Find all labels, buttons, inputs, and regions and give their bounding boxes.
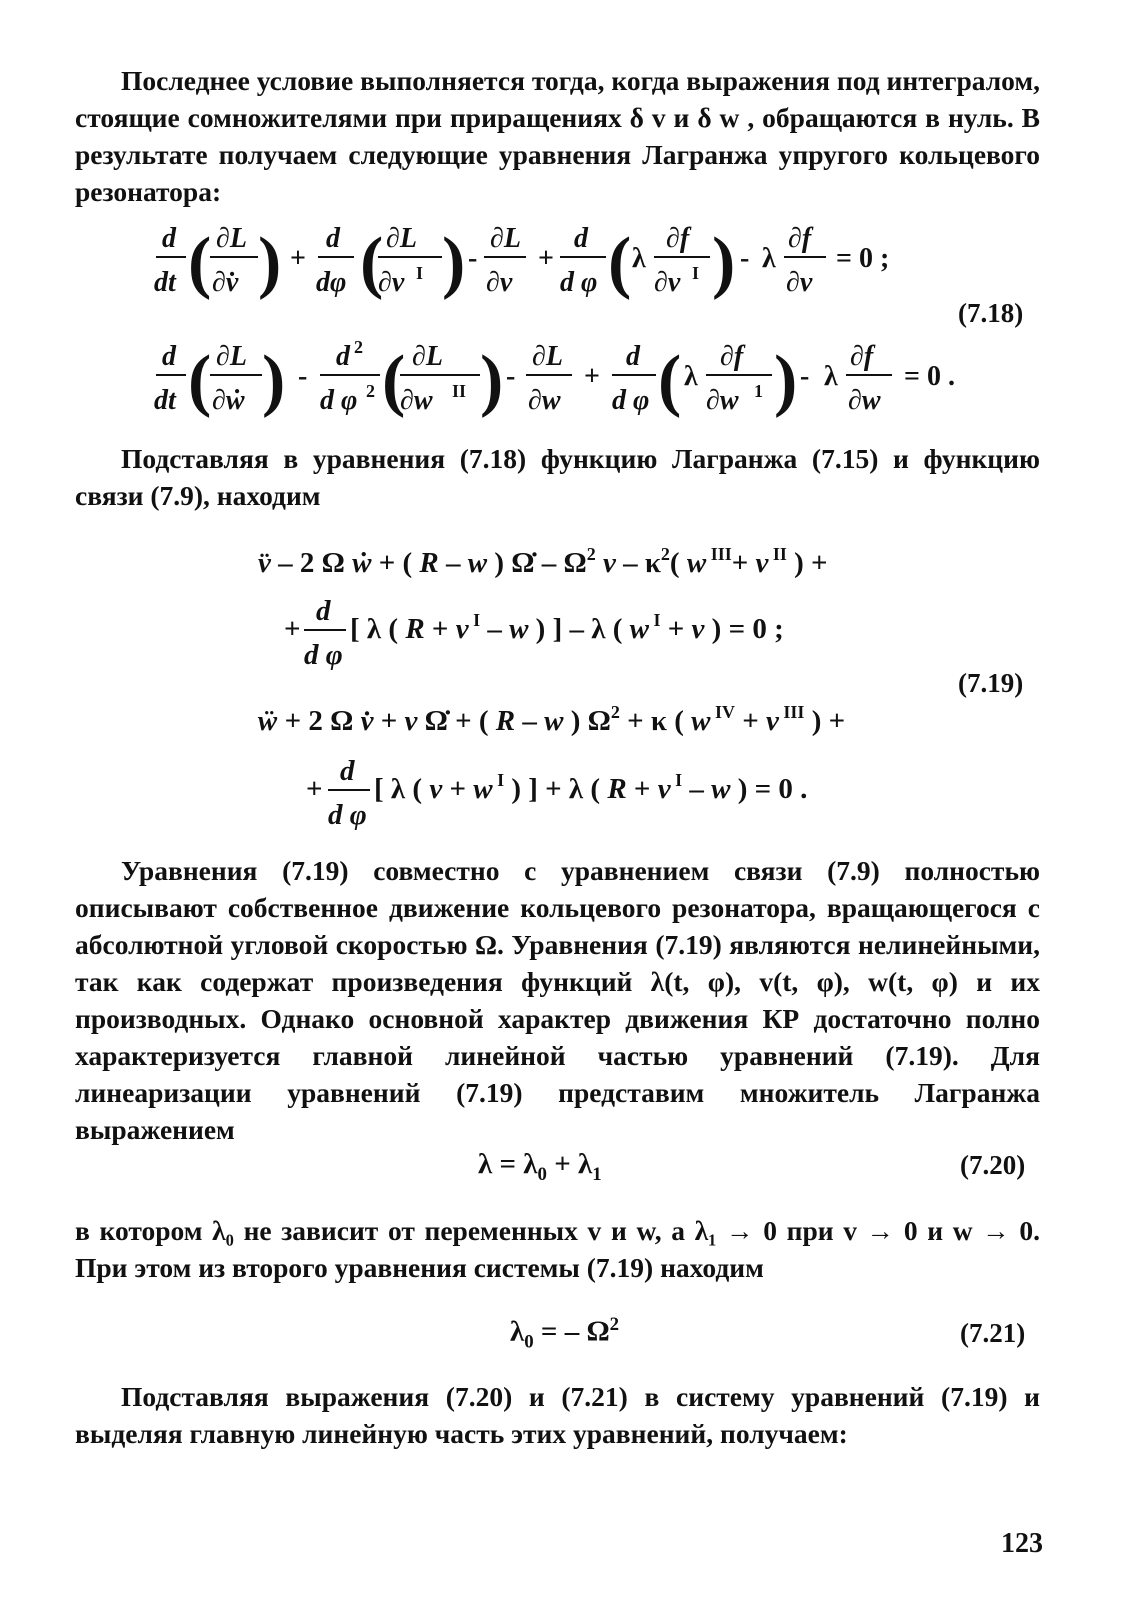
svg-text:+: + — [290, 243, 306, 274]
svg-text:): ) — [258, 224, 282, 301]
equation-7-18 — [150, 215, 1000, 430]
svg-text:λ: λ — [684, 361, 698, 392]
svg-text:+: + — [584, 361, 600, 392]
svg-text:+: + — [284, 613, 301, 645]
svg-text:II: II — [452, 381, 467, 401]
svg-text:-: - — [506, 361, 516, 392]
svg-text:dt: dt — [154, 385, 176, 416]
svg-text:∂w: ∂w — [400, 385, 433, 416]
svg-text:): ) — [480, 342, 504, 419]
svg-text:∂L: ∂L — [412, 341, 443, 372]
svg-text:d φ: d φ — [612, 385, 650, 416]
svg-text:-: - — [298, 361, 308, 392]
svg-text:d φ: d φ — [320, 385, 358, 416]
svg-text:∂L: ∂L — [490, 223, 521, 254]
svg-text:v̈ – 2 Ω ẇ + ( R – w ) Ω̇ – Ω2: v̈ – 2 Ω ẇ + ( R – w ) Ω̇ – $\Omega^2$ v – $\kappa^2$( w $^{III}$+ v $^{II}$ ) + — [258, 544, 828, 579]
equation-7-21: $\lambda_0$ = – $\Omega^2$ — [510, 1314, 620, 1353]
svg-text:∂w: ∂w — [528, 385, 561, 416]
svg-text:∂v: ∂v — [654, 267, 681, 298]
paragraph-3: Уравнения (7.19) совместно с уравнением связи (7.9) полностью описывают собственное движение кольцевого резонатора, вращающегося с абсолютной угловой скоростью Ω. Уравнения (7.19) являются нелинейными, так как содержат произведения функций λ(t, φ), v(t, φ), w(t, φ) и их производных. Однако основной характер движения КР достаточно полно характеризуется главной линейной частью уравнений (7.19). Для линеаризации уравнений (7.19) представим множитель Лагранжа выражением — [75, 855, 1040, 1145]
svg-text:∂f: ∂f — [850, 341, 874, 372]
svg-text:2: 2 — [366, 381, 375, 401]
svg-text:d: d — [574, 223, 588, 254]
svg-text:d: d — [340, 755, 355, 787]
svg-text:∂v: ∂v — [786, 267, 813, 298]
svg-text:2: 2 — [354, 337, 363, 357]
svg-text:d φ: d φ — [560, 267, 598, 298]
svg-text:∂f: ∂f — [788, 223, 812, 254]
svg-text:1: 1 — [754, 381, 763, 401]
svg-text:): ) — [442, 224, 466, 301]
svg-text:∂L: ∂L — [216, 341, 247, 372]
svg-text:λ: λ — [762, 243, 776, 274]
svg-text:): ) — [712, 224, 736, 301]
svg-text:∂v̇: ∂v̇ — [212, 267, 239, 298]
svg-text:= 0 ;: = 0 ; — [836, 243, 890, 274]
svg-text:+: + — [538, 243, 554, 274]
svg-text:-: - — [468, 243, 478, 274]
svg-text:d: d — [626, 341, 640, 372]
svg-text:(: ( — [658, 342, 682, 419]
svg-text:∂w: ∂w — [706, 385, 739, 416]
svg-text:∂f: ∂f — [720, 341, 744, 372]
equation-number-7-20: (7.20) — [960, 1150, 1026, 1180]
svg-text:dt: dt — [154, 267, 176, 298]
paragraph-1: Последнее условие выполняется тогда, когда выражения под интегралом, стоящие сомножителями при приращениях δ v и δ w , обращаются в нуль. В результате получаем следующие уравнения Лагранжа упругого кольцевого резонатора: — [75, 65, 1040, 207]
svg-text:ẅ + 2 Ω v̇ + v Ω̇ + ( R – w ): ẅ + 2 Ω v̇ + v Ω̇ + ( R – w ) $\Omega^2 + \kappa$ ( w $^{IV}$ + v $^{III}$ ) + — [258, 702, 846, 737]
equation-number-7-18: (7.18) — [958, 298, 1024, 328]
svg-text:λ: λ — [632, 243, 646, 274]
svg-text:∂v: ∂v — [378, 267, 405, 298]
svg-text:-: - — [800, 361, 810, 392]
svg-text:(: ( — [382, 342, 406, 419]
svg-text:-: - — [740, 243, 750, 274]
svg-text:): ) — [774, 342, 798, 419]
svg-text:(: ( — [360, 224, 384, 301]
svg-text:d φ: d φ — [328, 799, 367, 830]
svg-text:d: d — [162, 223, 176, 254]
svg-text:d: d — [316, 595, 331, 627]
svg-text:∂L: ∂L — [216, 223, 247, 254]
paragraph-4: в котором λ₀ не зависит от переменных v и w, а λ₁ → 0 при v → 0 и w → 0. При этом из второго уравнения системы (7.19) находим — [75, 1215, 1040, 1283]
svg-text:= 0 .: = 0 . — [904, 361, 955, 392]
svg-text:I: I — [692, 263, 700, 283]
svg-text:(: ( — [608, 224, 632, 301]
svg-text:d φ: d φ — [304, 639, 343, 671]
svg-text:): ) — [262, 342, 286, 419]
page-number: 123 — [1001, 1528, 1043, 1559]
svg-text:I: I — [416, 263, 424, 283]
paragraph-2: Подставляя в уравнения (7.18) функцию Лагранжа (7.15) и функцию связи (7.9), находим — [75, 443, 1040, 511]
svg-text:dφ: dφ — [316, 267, 347, 298]
equation-7-20: $\lambda = \lambda_0 + \lambda_1$ — [478, 1148, 602, 1185]
svg-text:[ λ ( v + w I ) ] + λ ( R + v: [ λ ( v + w $^I$ ) ] + λ ( R + v $^I$ – w ) = 0 . — [374, 770, 808, 805]
svg-text:∂v: ∂v — [486, 267, 513, 298]
equation-number-7-21: (7.21) — [960, 1318, 1026, 1348]
svg-text:∂ẇ: ∂ẇ — [212, 385, 245, 416]
equation-number-7-19: (7.19) — [958, 668, 1024, 698]
equation-7-19 — [240, 530, 920, 830]
svg-text:(: ( — [188, 224, 212, 301]
svg-text:d: d — [336, 341, 350, 372]
svg-text:d: d — [162, 341, 176, 372]
svg-text:∂w: ∂w — [848, 385, 881, 416]
svg-text:∂L: ∂L — [386, 223, 417, 254]
svg-text:∂f: ∂f — [666, 223, 690, 254]
svg-text:d: d — [326, 223, 340, 254]
svg-text:(: ( — [188, 342, 212, 419]
paragraph-5: Подставляя выражения (7.20) и (7.21) в систему уравнений (7.19) и выделяя главную линейную часть этих уравнений, получаем: — [75, 1381, 1040, 1449]
svg-text:∂L: ∂L — [532, 341, 563, 372]
svg-text:[ λ ( R + v I – w ) ] – λ ( w: [ λ ( R + v $^I$ – w ) ] – λ ( w $^I$ + v ) = 0 ; — [350, 610, 784, 645]
svg-text:λ: λ — [824, 361, 838, 392]
svg-text:+: + — [306, 773, 323, 805]
